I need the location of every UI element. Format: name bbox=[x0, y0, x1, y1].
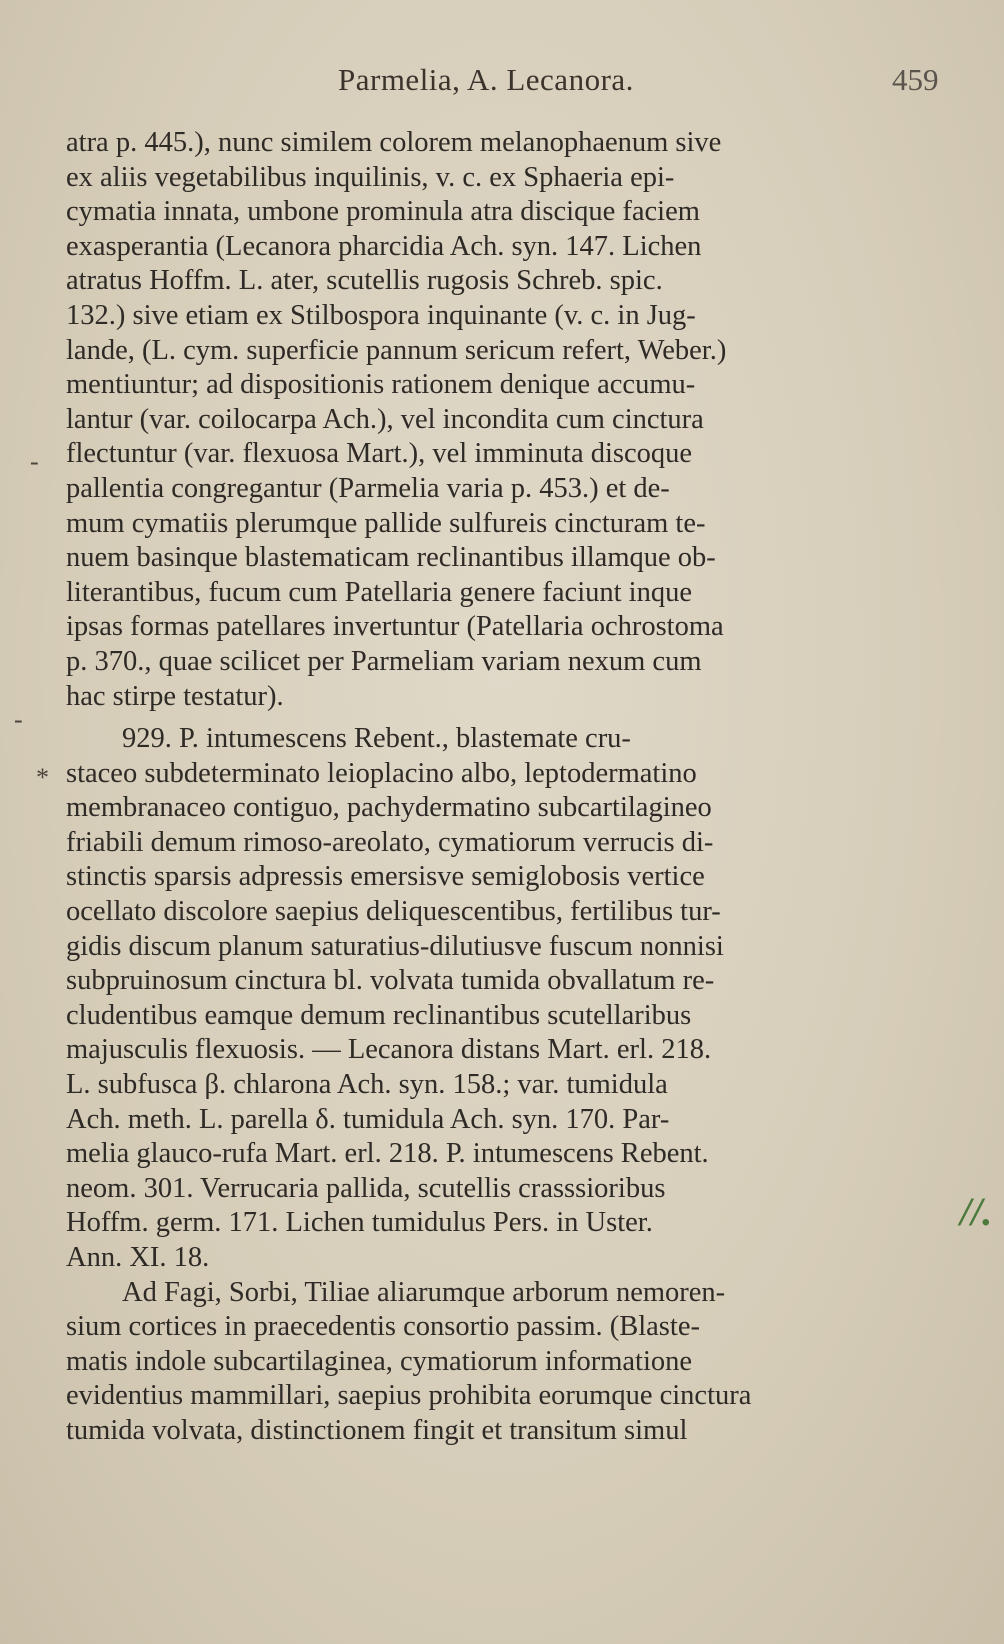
text-line: matis indole subcartilaginea, cymatiorum informatione bbox=[66, 1345, 693, 1377]
text-line: stinctis sparsis adpressis emersisve semiglobosis vertice bbox=[66, 861, 705, 893]
text-line: Ann. XI. 18. bbox=[66, 1242, 210, 1273]
running-title: Parmelia, A. Lecanora. bbox=[338, 62, 634, 97]
text-line: cymatia innata, umbone prominula atra discique faciem bbox=[66, 196, 700, 228]
text-line: exasperantia (Lecanora pharcidia Ach. syn. 147. Lichen bbox=[66, 230, 702, 262]
text-line: L. subfusca β. chlarona Ach. syn. 158.; var. tumidula bbox=[66, 1069, 668, 1101]
text-line: nuem basinque blastematicam reclinantibus illamque ob- bbox=[66, 542, 716, 574]
text-line: ipsas formas patellares invertuntur (Patellaria ochrostoma bbox=[66, 611, 724, 643]
text-line: mum cymatiis plerumque pallide sulfureis cincturam te- bbox=[66, 507, 706, 539]
text-line: melia glauco-rufa Mart. erl. 218. P. intumescens Rebent. bbox=[66, 1138, 709, 1170]
text-line: membranaceo contiguo, pachydermatino subcartilagineo bbox=[66, 792, 712, 824]
margin-dash-mark: - bbox=[14, 705, 23, 734]
text-line: mentiuntur; ad dispositionis rationem denique accumu- bbox=[66, 369, 696, 401]
handwritten-margin-note: //. bbox=[960, 1189, 993, 1234]
text-line: gidis discum planum saturatius-dilutiusve fuscum nonnisi bbox=[66, 930, 724, 962]
text-line: lande, (L. cym. superficie pannum sericum refert, Weber.) bbox=[66, 334, 727, 366]
text-line: staceo subdeterminato leioplacino albo, leptodermatino bbox=[66, 757, 697, 789]
text-line: tumida volvata, distinctionem fingit et transitum simul bbox=[66, 1414, 688, 1446]
text-line: 132.) sive etiam ex Stilbospora inquinante (v. c. in Jug- bbox=[66, 299, 696, 331]
text-line: Ad Fagi, Sorbi, Tiliae aliarumque arborum nemoren- bbox=[122, 1276, 726, 1308]
text-line: lantur (var. coilocarpa Ach.), vel incondita cum cinctura bbox=[66, 403, 704, 435]
margin-dash-mark: - bbox=[30, 447, 39, 476]
text-line: pallentia congregantur (Parmelia varia p. 453.) et de- bbox=[66, 472, 670, 504]
text-line: subpruinosum cinctura bl. volvata tumida obvallatum re- bbox=[66, 965, 715, 997]
text-line: hac stirpe testatur). bbox=[66, 680, 284, 712]
text-line: friabili demum rimoso-areolato, cymatiorum verrucis di- bbox=[66, 826, 714, 858]
text-line: atratus Hoffm. L. ater, scutellis rugosis Schreb. spic. bbox=[66, 265, 663, 297]
text-line: Hoffm. germ. 171. Lichen tumidulus Pers. in Uster. bbox=[66, 1207, 653, 1239]
page-header bbox=[0, 62, 1004, 102]
text-line: cludentibus eamque demum reclinantibus scutellaribus bbox=[66, 999, 692, 1031]
paragraph-continuation bbox=[66, 126, 942, 714]
text-line: neom. 301. Verrucaria pallida, scutellis crasssioribus bbox=[66, 1172, 666, 1204]
text-line: ocellato discolore saepius deliquescentibus, fertilibus tur- bbox=[66, 896, 721, 928]
habitat-paragraph bbox=[66, 1276, 942, 1449]
text-line: literantibus, fucum cum Patellaria genere faciunt inque bbox=[66, 576, 692, 608]
entry-929 bbox=[66, 722, 942, 1276]
margin-asterisk-mark: * bbox=[36, 763, 49, 792]
text-line: p. 370., quae scilicet per Parmeliam variam nexum cum bbox=[66, 645, 702, 677]
text-line: Ach. meth. L. parella δ. tumidula Ach. syn. 170. Par- bbox=[66, 1103, 670, 1135]
text-line: atra p. 445.), nunc similem colorem melanophaenum sive bbox=[66, 127, 722, 158]
page-number: 459 bbox=[892, 62, 939, 97]
body-text bbox=[66, 126, 942, 1449]
text-line: evidentius mammillari, saepius prohibita eorumque cinctura bbox=[66, 1380, 752, 1412]
text-line: 929. P. intumescens Rebent., blastemate cru- bbox=[122, 723, 631, 755]
text-line: ex aliis vegetabilibus inquilinis, v. c. ex Sphaeria epi- bbox=[66, 161, 675, 193]
text-line: flectuntur (var. flexuosa Mart.), vel imminuta discoque bbox=[66, 438, 693, 470]
text-line: majusculis flexuosis. — Lecanora distans Mart. erl. 218. bbox=[66, 1034, 712, 1066]
text-line: sium cortices in praecedentis consortio passim. (Blaste- bbox=[66, 1311, 700, 1343]
